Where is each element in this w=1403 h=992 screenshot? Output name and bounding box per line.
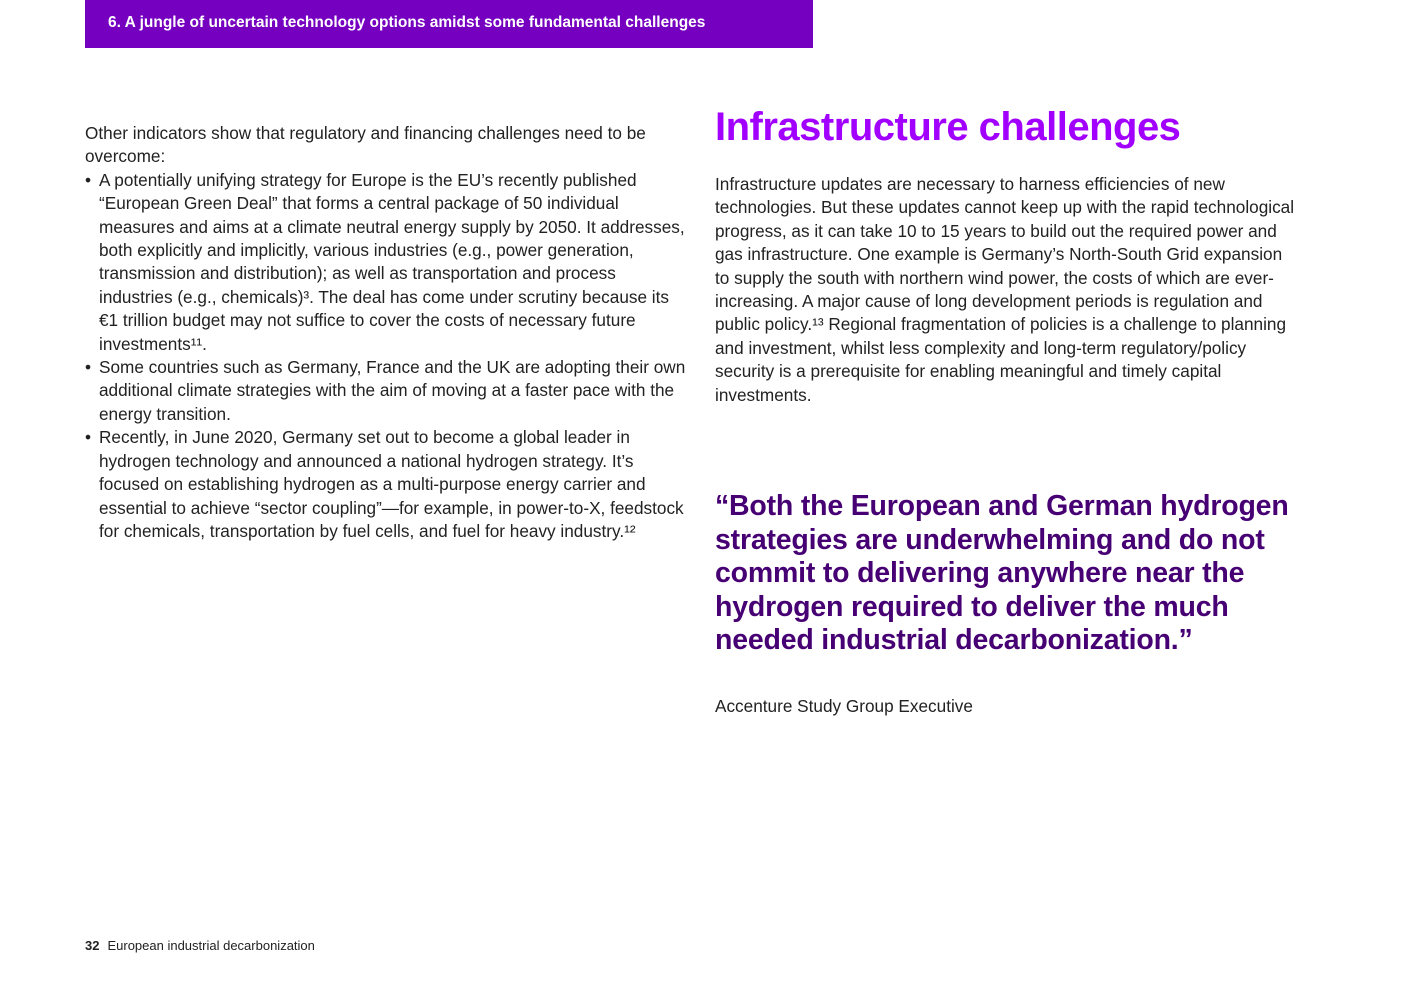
bullet-icon: • (85, 357, 92, 378)
left-column (85, 122, 690, 543)
list-item (85, 426, 690, 543)
list-item (85, 169, 690, 356)
quote-attribution: Accenture Study Group Executive (715, 696, 973, 716)
bullet-icon: • (85, 427, 92, 448)
bullet-icon: • (85, 169, 92, 190)
section-title-banner: 6. A jungle of uncertain technology options amidst some fundamental challenges (85, 0, 813, 48)
infrastructure-paragraph: Infrastructure updates are necessary to harness efficiencies of new technologies. But these updates cannot keep up with the rapid technological progress, as it can take 10 to 15 years to build out the required power and gas infrastructure. One example is Germany’s North-South Grid expansion to supply the south with northern wind power, the costs of which are ever-increasing. A major cause of long development periods is regulation and public policy.¹³ Regional fragmentation of policies is a challenge to planning and investment, whilst less complexity and long-term regulatory/policy security is a prerequisite for enabling meaningful and timely capital investments. (715, 174, 1295, 405)
bullet-text: A potentially unifying strategy for Europe is the EU’s recently published “European Green Deal” that forms a central package of 50 individual measures and aims at a climate neutral energy supply by 2050. It addresses, both explicitly and implicitly, various industries (e.g., power generation, transmission and distribution); as well as transportation and process industries (e.g., chemicals)³. The deal has come under scrutiny because its €1 trillion budget may not suffice to cover the costs of necessary future investments¹¹. (99, 169, 685, 354)
bullet-text: Recently, in June 2020, Germany set out to become a global leader in hydrogen technology and announced a national hydrogen strategy. It’s focused on establishing hydrogen as a multi-purpose energy carrier and essential to achieve “sector coupling”—for example, in power-to-X, feedstock for chemicals, transportation by fuel cells, and fuel for heavy industry.¹² (99, 427, 684, 541)
right-column (715, 104, 1295, 407)
document-title: European industrial decarbonization (107, 938, 315, 953)
bullet-list (85, 169, 690, 544)
pull-quote: “Both the European and German hydrogen strategies are underwhelming and do not commit to delivering anywhere near the hydrogen required to deliver the much needed industrial decarbonization.” (715, 490, 1289, 656)
page-number: 32 (85, 938, 100, 953)
section-heading: Infrastructure challenges (715, 105, 1181, 149)
bullet-text: Some countries such as Germany, France and the UK are adopting their own additional climate strategies with the aim of moving at a faster pace with the energy transition. (99, 357, 686, 424)
list-item (85, 356, 690, 426)
intro-paragraph: Other indicators show that regulatory and financing challenges need to be overcome: (85, 123, 646, 167)
page-footer (85, 937, 315, 955)
